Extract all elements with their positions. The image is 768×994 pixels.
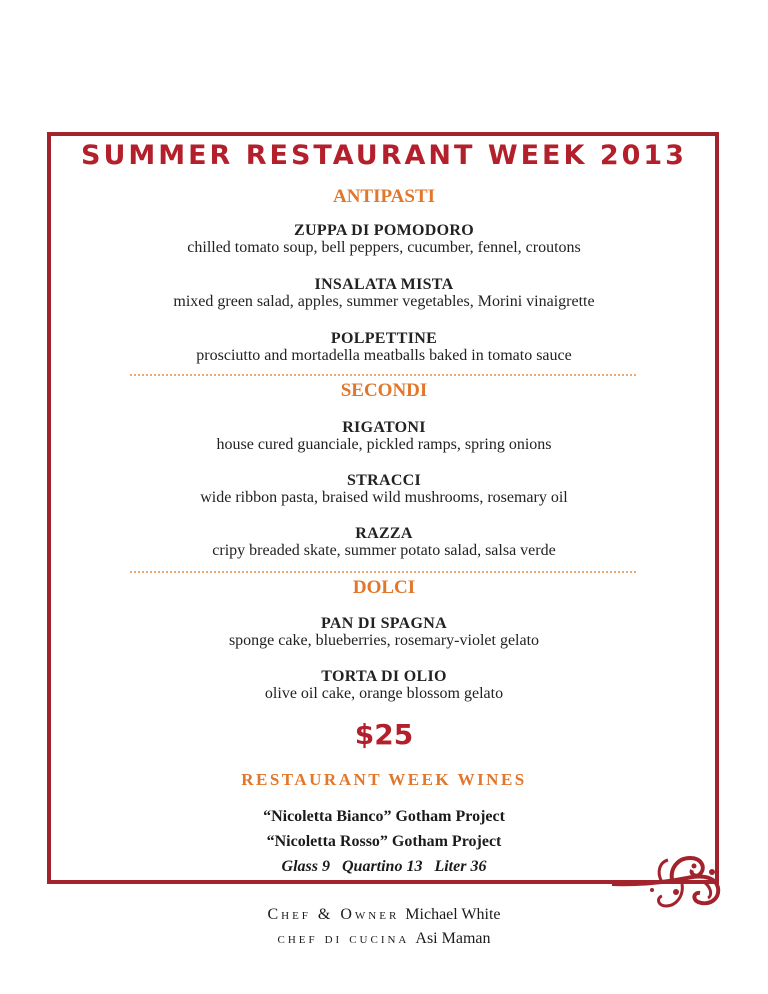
menu-title: SUMMER RESTAURANT WEEK 2013 xyxy=(81,140,687,171)
wine-item: “Nicoletta Bianco” Gotham Project xyxy=(263,808,505,825)
dish-description: cripy breaded skate, summer potato salad, salsa verde xyxy=(212,542,556,559)
credit-role: Chef & Owner xyxy=(267,906,400,923)
dish-description: prosciutto and mortadella meatballs baked in tomato sauce xyxy=(196,347,572,364)
wine-price-liter: Liter 36 xyxy=(434,858,487,875)
section-heading-secondi: SECONDI xyxy=(340,380,428,401)
dish-name: INSALATA MISTA xyxy=(314,276,454,293)
dish-name: STRACCI xyxy=(346,472,422,489)
dish-name: POLPETTINE xyxy=(330,330,438,347)
credit-name: Asi Maman xyxy=(415,930,491,947)
credit-role: chef di cucina xyxy=(277,930,410,947)
menu-price: $25 xyxy=(354,718,414,751)
section-heading-antipasti: ANTIPASTI xyxy=(332,186,436,207)
section-divider xyxy=(130,571,636,573)
credit-name: Michael White xyxy=(405,906,501,923)
dish-description: house cured guanciale, pickled ramps, spring onions xyxy=(216,436,552,453)
dish-name: RAZZA xyxy=(355,525,413,542)
dish-description: olive oil cake, orange blossom gelato xyxy=(264,685,504,702)
section-heading-dolci: DOLCI xyxy=(352,577,416,598)
dish-name: PAN DI SPAGNA xyxy=(321,615,447,632)
wines-heading: RESTAURANT WEEK WINES xyxy=(241,770,527,789)
dish-name: TORTA DI OLIO xyxy=(321,668,447,685)
dish-description: sponge cake, blueberries, rosemary-violet gelato xyxy=(228,632,540,649)
dish-name: RIGATONI xyxy=(342,419,426,436)
section-divider xyxy=(130,374,636,376)
wine-price-glass: Glass 9 xyxy=(281,858,330,875)
credit-chef-owner xyxy=(0,906,768,924)
wine-item: “Nicoletta Rosso” Gotham Project xyxy=(266,833,502,850)
dish-description: chilled tomato soup, bell peppers, cucumber, fennel, croutons xyxy=(187,239,581,256)
dish-description: mixed green salad, apples, summer vegetables, Morini vinaigrette xyxy=(173,293,595,310)
credit-chef-di-cucina xyxy=(0,930,768,948)
wine-price-quartino: Quartino 13 xyxy=(341,858,423,875)
dish-name: ZUPPA DI POMODORO xyxy=(294,222,474,239)
dish-description: wide ribbon pasta, braised wild mushrooms, rosemary oil xyxy=(200,489,568,506)
